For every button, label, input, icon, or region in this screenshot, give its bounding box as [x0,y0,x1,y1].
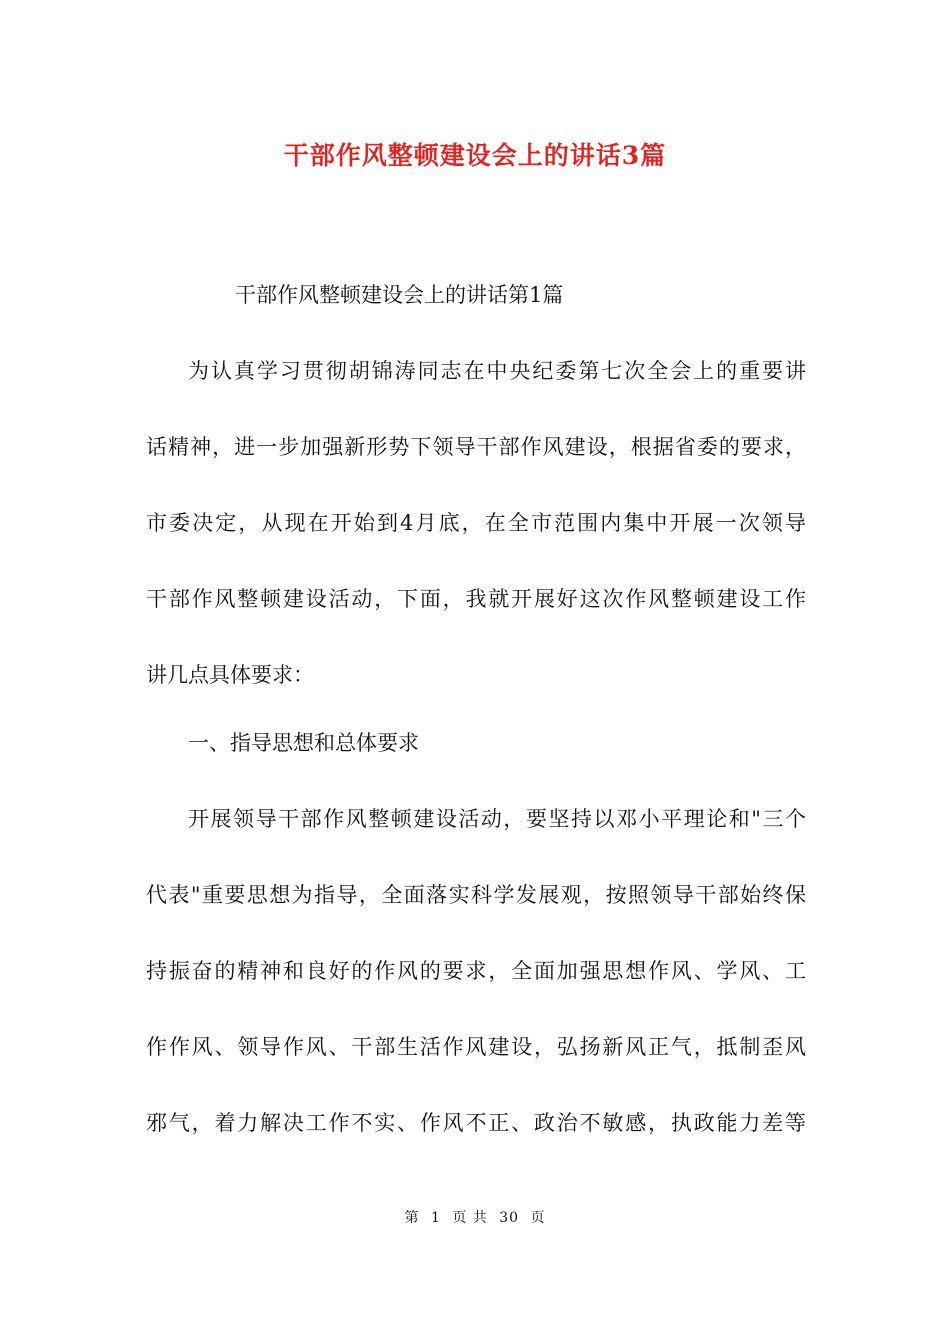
footer-total-pages: 30 [499,1210,520,1226]
paragraph-line: 话精神，进一步加强新形势下领导干部作风建设，根据省委的要求， [146,435,806,459]
sub-heading: 一、指导思想和总体要求 [188,731,419,755]
paragraph-line: 干部作风整顿建设活动，下面，我就开展好这次作风整顿建设工作 [146,587,806,611]
paragraph-line: 开展领导干部作风整顿建设活动，要坚持以邓小平理论和"三个 [188,807,806,831]
paragraph-2 [146,801,806,1181]
paragraph-line: 作作风、领导作风、干部生活作风建设，弘扬新风正气，抵制歪风 [146,1035,806,1059]
paragraph-line: 讲几点具体要求： [146,663,314,687]
footer-middle: 页 共 [452,1210,488,1226]
document-title: 干部作风整顿建设会上的讲话3篇 [283,141,667,170]
footer-prefix: 第 [404,1210,420,1226]
footer-current-page: 1 [430,1210,441,1226]
paragraph-line: 市委决定，从现在开始到4月底，在全市范围内集中开展一次领导 [146,511,806,535]
paragraph-1 [146,353,806,733]
paragraph-line: 持振奋的精神和良好的作风的要求，全面加强思想作风、学风、工 [146,959,806,983]
page-footer [0,1208,950,1228]
footer-suffix: 页 [530,1210,546,1226]
paragraph-line: 代表"重要思想为指导，全面落实科学发展观，按照领导干部始终保 [146,883,806,907]
section-heading: 干部作风整顿建设会上的讲话第1篇 [235,283,564,307]
paragraph-line: 邪气，着力解决工作不实、作风不正、政治不敏感，执政能力差等 [146,1111,806,1135]
paragraph-line: 为认真学习贯彻胡锦涛同志在中央纪委第七次全会上的重要讲 [188,359,806,383]
